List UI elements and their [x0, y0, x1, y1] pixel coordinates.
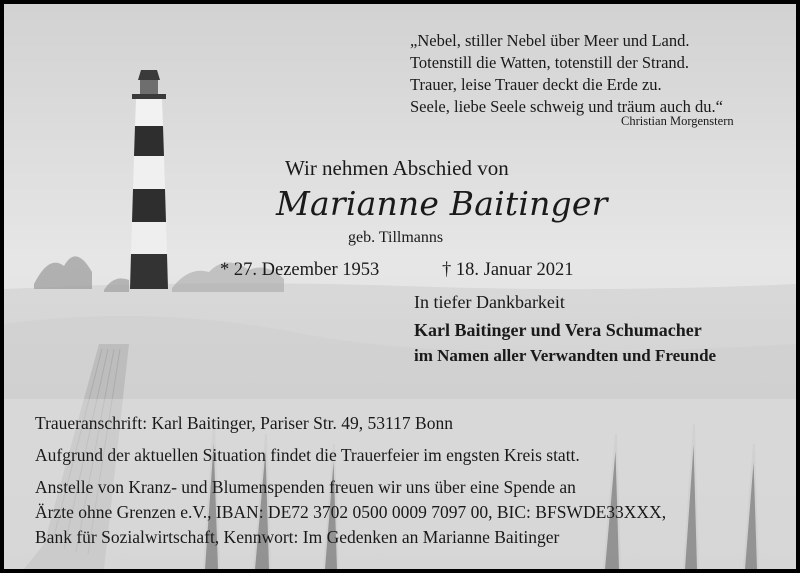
- mourners-family: Karl Baitinger und Vera Schumacher: [414, 320, 702, 340]
- deceased-name: Marianne Baitinger: [276, 184, 608, 223]
- mourning-address: Traueranschrift: Karl Baitinger, Pariser Str. 49, 53117 Bonn: [35, 413, 453, 433]
- poem-line: Trauer, leise Trauer deckt die Erde zu.: [410, 75, 662, 94]
- donation-bank-details: Ärzte ohne Grenzen e.V., IBAN: DE72 3702 0500 0009 7097 00, BIC: BFSWDE33XXX,: [35, 502, 667, 522]
- birth-date: * 27. Dezember 1953: [220, 260, 380, 280]
- poem-author: Christian Morgenstern: [621, 114, 734, 128]
- donation-intro: Anstelle von Kranz- und Blumenspenden freuen wir uns über eine Spende an: [35, 477, 576, 497]
- farewell-heading: Wir nehmen Abschied von: [285, 156, 509, 180]
- poem: [410, 30, 723, 118]
- maiden-name: geb. Tillmanns: [348, 229, 444, 246]
- poem-line: Seele, liebe Seele schweig und träum auch du.“: [410, 97, 723, 116]
- mourners-intro: In tiefer Dankbarkeit: [414, 292, 565, 312]
- poem-line: Totenstill die Watten, totenstill der Strand.: [410, 53, 690, 72]
- mourners-relatives: im Namen aller Verwandten und Freunde: [414, 346, 717, 365]
- death-date: † 18. Januar 2021: [442, 260, 574, 280]
- donation-reference: Bank für Sozialwirtschaft, Kennwort: Im Gedenken an Marianne Baitinger: [35, 527, 560, 547]
- poem-line: „Nebel, stiller Nebel über Meer und Land.: [410, 31, 690, 50]
- ceremony-note: Aufgrund der aktuellen Situation findet die Trauerfeier im engsten Kreis statt.: [35, 445, 580, 465]
